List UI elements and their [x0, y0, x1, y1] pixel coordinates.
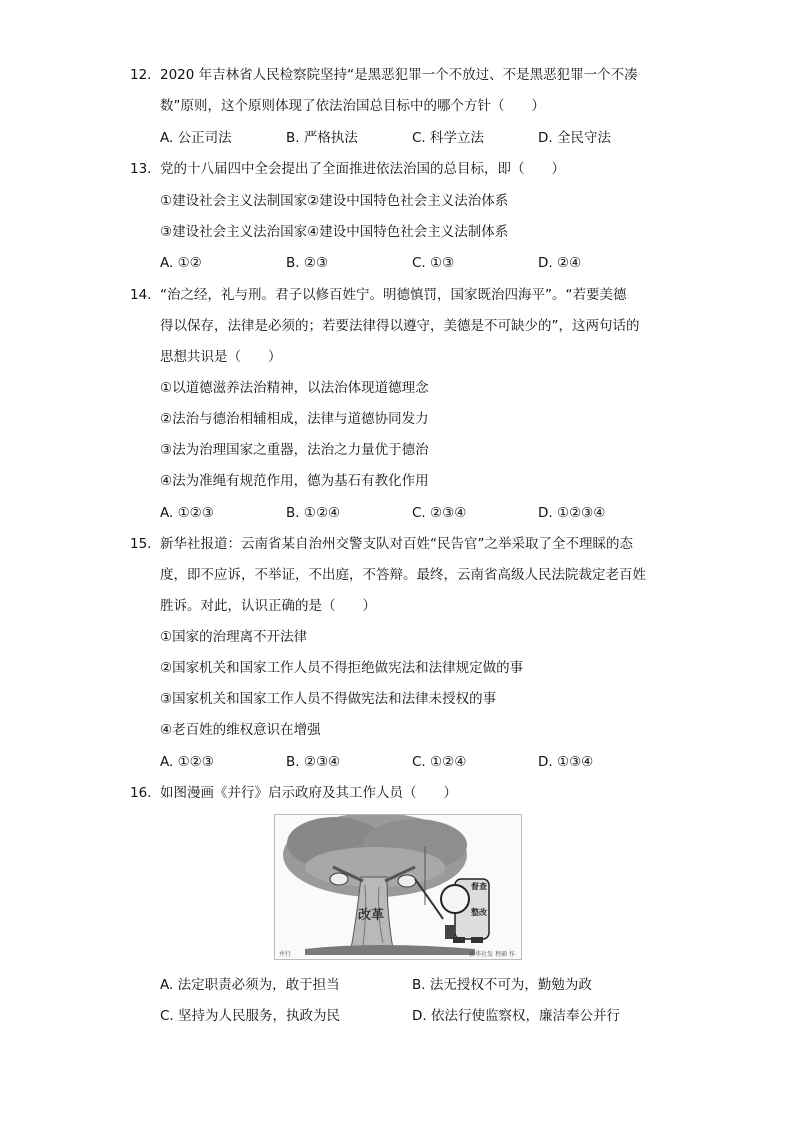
statement: ④老百姓的维权意识在增强: [160, 722, 321, 738]
cartoon-illustration: [275, 815, 521, 959]
question-number: 13.: [130, 161, 152, 177]
question-text: 新华社报道：云南省某自治州交警支队对百姓“民告官”之举采取了全不理睬的态: [160, 536, 633, 552]
option-b: B. 法无授权不可为，勤勉为政: [412, 977, 592, 993]
statement: ③国家机关和国家工作人员不得做宪法和法律未授权的事: [160, 691, 497, 707]
statement: ④法为准绳有规范作用，德为基石有教化作用: [160, 473, 429, 489]
question-text: 胜诉。对此，认识正确的是（ ）: [160, 598, 376, 614]
question-number: 14.: [130, 287, 152, 303]
option-b: B. ②③: [286, 255, 329, 271]
option-c: C. 科学立法: [412, 130, 485, 146]
statement: ①以道德滋养法治精神，以法治体现道德理念: [160, 380, 429, 396]
statement: ②国家机关和国家工作人员不得拒绝做宪法和法律规定做的事: [160, 660, 524, 676]
option-a: A. 法定职责必须为，敢于担当: [160, 977, 340, 993]
pest-figure: [330, 873, 348, 885]
option-d: D. 依法行使监察权，廉洁奉公并行: [412, 1008, 620, 1024]
cartoon-caption-left: 并行: [279, 951, 292, 958]
option-c: C. ①③: [412, 255, 455, 271]
barrel-label-top: 督查: [471, 882, 487, 891]
option-a: A. ①②: [160, 255, 202, 271]
option-c: C. 坚持为人民服务，执政为民: [160, 1008, 341, 1024]
option-d: D. ①②③④: [538, 505, 606, 521]
trunk-label: 改革: [357, 908, 385, 923]
question-text: 2020 年吉林省人民检察院坚持“是黑恶犯罪一个不放过、不是黑恶犯罪一个不凑: [160, 67, 638, 83]
option-b: B. ①②④: [286, 505, 341, 521]
option-a: A. 公正司法: [160, 130, 232, 146]
option-b: B. 严格执法: [286, 130, 358, 146]
option-c: C. ①②④: [412, 754, 467, 770]
option-c: C. ②③④: [412, 505, 467, 521]
magnifier-icon: [441, 885, 469, 913]
option-d: D. ②④: [538, 255, 582, 271]
question-text: 思想共识是（ ）: [160, 349, 282, 365]
question-text: 党的十八届四中全会提出了全面推进依法治国的总目标，即（ ）: [160, 161, 565, 177]
ground: [305, 945, 475, 955]
statement: ①国家的治理离不开法律: [160, 629, 308, 645]
question-number: 16.: [130, 785, 152, 801]
question-text: 数”原则，这个原则体现了依法治国总目标中的哪个方针（ ）: [160, 98, 545, 114]
statement: ①建设社会主义法制国家②建设中国特色社会主义法治体系: [160, 193, 509, 209]
barrel-label-bottom: 整改: [471, 908, 487, 917]
cartoon-image: [274, 814, 522, 960]
option-b: B. ②③④: [286, 754, 341, 770]
question-text: 如图漫画《并行》启示政府及其工作人员（ ）: [160, 785, 457, 801]
cartoon-caption-right: 新华社发 程硕 作: [469, 951, 515, 958]
question-text: 度，即不应诉，不举证，不出庭，不答辩。最终，云南省高级人民法院裁定老百姓: [160, 567, 646, 583]
option-d: D. ①③④: [538, 754, 594, 770]
question-number: 15.: [130, 536, 152, 552]
option-a: A. ①②③: [160, 505, 214, 521]
question-text: 得以保存，法律是必须的；若要法律得以遵守，美德是不可缺少的”，这两句话的: [160, 318, 640, 334]
pest-figure: [398, 875, 416, 887]
statement: ③建设社会主义法治国家④建设中国特色社会主义法制体系: [160, 224, 509, 240]
option-d: D. 全民守法: [538, 130, 611, 146]
statement: ③法为治理国家之重器，法治之力量优于德治: [160, 442, 429, 458]
question-number: 12.: [130, 67, 152, 83]
question-text: “治之经，礼与刑。君子以修百姓宁。明德慎罚，国家既治四海平”。“若要美德: [160, 287, 627, 303]
statement: ②法治与德治相辅相成，法律与道德协同发力: [160, 411, 429, 427]
option-a: A. ①②③: [160, 754, 214, 770]
